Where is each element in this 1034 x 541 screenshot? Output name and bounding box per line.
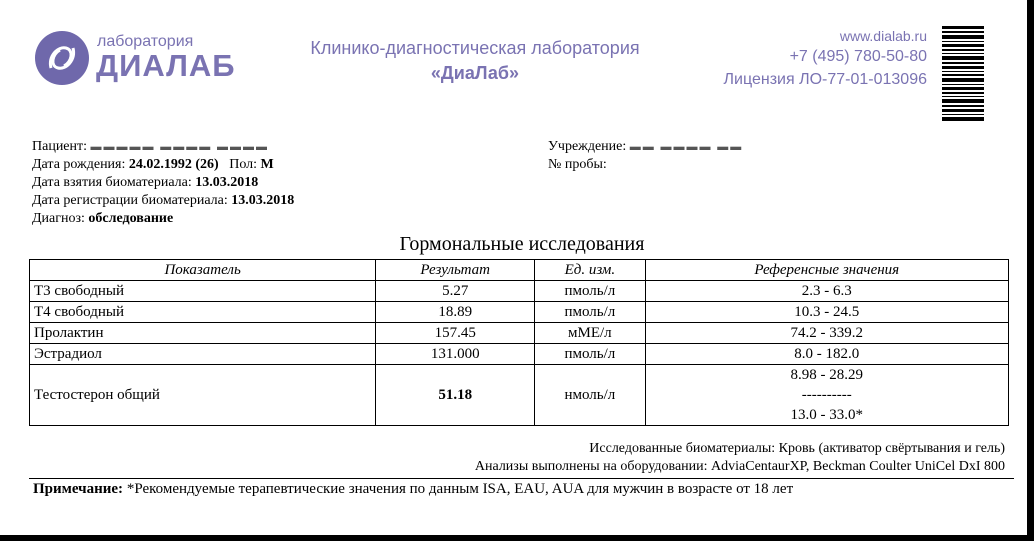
unit-value: мМЕ/л — [535, 323, 645, 344]
sample-no-row — [548, 156, 743, 174]
phone-text: +7 (495) 780-50-80 — [789, 48, 927, 65]
sample-date-value: 13.03.2018 — [195, 175, 259, 190]
lab-title-line2: «ДиаЛаб» — [430, 63, 520, 83]
header-result: Результат — [376, 260, 535, 281]
license-text: Лицензия ЛО-77-01-013096 — [723, 71, 927, 88]
patient-label: Пациент: — [32, 139, 88, 154]
barcode-icon — [942, 26, 984, 122]
lab-contacts — [724, 27, 927, 91]
footer-info — [475, 440, 1005, 476]
table-row-testosterone — [30, 365, 1009, 426]
result-value: 5.27 — [376, 281, 535, 302]
sex-label: Пол: — [229, 157, 258, 172]
header-parameter: Показатель — [30, 260, 376, 281]
unit-value: пмоль/л — [535, 344, 645, 365]
institution-label: Учреждение: — [548, 139, 627, 154]
reference-value — [645, 365, 1008, 426]
header-unit: Ед. изм. — [535, 260, 645, 281]
reference-line: 13.0 - 33.0* — [790, 407, 863, 423]
unit-value: нмоль/л — [535, 365, 645, 426]
result-value: 131.000 — [376, 344, 535, 365]
patient-info — [32, 138, 294, 228]
reference-line: 8.98 - 28.29 — [790, 367, 863, 383]
table-header-row — [30, 260, 1009, 281]
parameter-name: Т3 свободный — [30, 281, 376, 302]
sample-no-label: № пробы: — [548, 157, 607, 172]
unit-value: пмоль/л — [535, 281, 645, 302]
section-title: Гормональные исследования — [399, 233, 645, 255]
note — [33, 481, 793, 498]
website-text: www.dialab.ru — [839, 28, 927, 44]
reference-value: 8.0 - 182.0 — [645, 344, 1008, 365]
diagnosis-label: Диагноз: — [32, 211, 85, 226]
registration-date-row — [32, 192, 294, 210]
institution-info — [548, 138, 743, 174]
redacted-institution: ▬▬ ▬▬▬▬ ▬▬ — [629, 141, 744, 153]
divider — [29, 478, 1014, 479]
dob-row — [32, 156, 294, 174]
sex-value: М — [260, 157, 274, 172]
result-value: 51.18 — [376, 365, 535, 426]
dob-value: 24.02.1992 (26) — [128, 157, 219, 172]
header-reference: Референсные значения — [645, 260, 1008, 281]
equipment-text: Анализы выполнены на оборудовании: AdviaCentaurXP, Beckman Coulter UniCel DxI 800 — [474, 459, 1005, 474]
table-row — [30, 323, 1009, 344]
parameter-name: Т4 свободный — [30, 302, 376, 323]
reference-value: 74.2 - 339.2 — [645, 323, 1008, 344]
patient-row — [32, 138, 294, 156]
table-row — [30, 302, 1009, 323]
parameter-name: Пролактин — [30, 323, 376, 344]
result-value: 157.45 — [376, 323, 535, 344]
logo-subtitle: лаборатория — [97, 33, 194, 50]
logo-title: ДИАЛАБ — [96, 48, 236, 83]
dialab-logo-icon — [34, 30, 90, 86]
parameter-name: Тестостерон общий — [30, 365, 376, 426]
reference-value: 10.3 - 24.5 — [645, 302, 1008, 323]
parameter-name: Эстрадиол — [30, 344, 376, 365]
sample-date-label: Дата взятия биоматериала: — [32, 175, 192, 190]
table-row — [30, 281, 1009, 302]
table-row — [30, 344, 1009, 365]
result-value: 18.89 — [376, 302, 535, 323]
note-label: Примечание: — [33, 481, 124, 497]
results-table — [29, 259, 1009, 426]
institution-row — [548, 138, 743, 156]
lab-title — [250, 36, 700, 86]
diagnosis-row — [32, 210, 294, 228]
sample-date-row — [32, 174, 294, 192]
biomaterials-text: Исследованные биоматериалы: Кровь (активатор свёртывания и гель) — [589, 441, 1005, 456]
registration-date-value: 13.03.2018 — [231, 193, 295, 208]
reference-separator: ---------- — [801, 387, 852, 403]
unit-value: пмоль/л — [535, 302, 645, 323]
diagnosis-value: обследование — [88, 211, 174, 226]
dob-label: Дата рождения: — [32, 157, 126, 172]
registration-date-label: Дата регистрации биоматериала: — [32, 193, 228, 208]
note-text: *Рекомендуемые терапевтические значения по данным ISA, EAU, AUA для мужчин в возрасте от 18 лет — [126, 481, 794, 497]
reference-value: 2.3 - 6.3 — [645, 281, 1008, 302]
lab-title-line1: Клинико-диагностическая лаборатория — [310, 38, 640, 58]
redacted-patient-name: ▬▬▬▬▬ ▬▬▬▬ ▬▬▬▬ — [90, 141, 270, 153]
